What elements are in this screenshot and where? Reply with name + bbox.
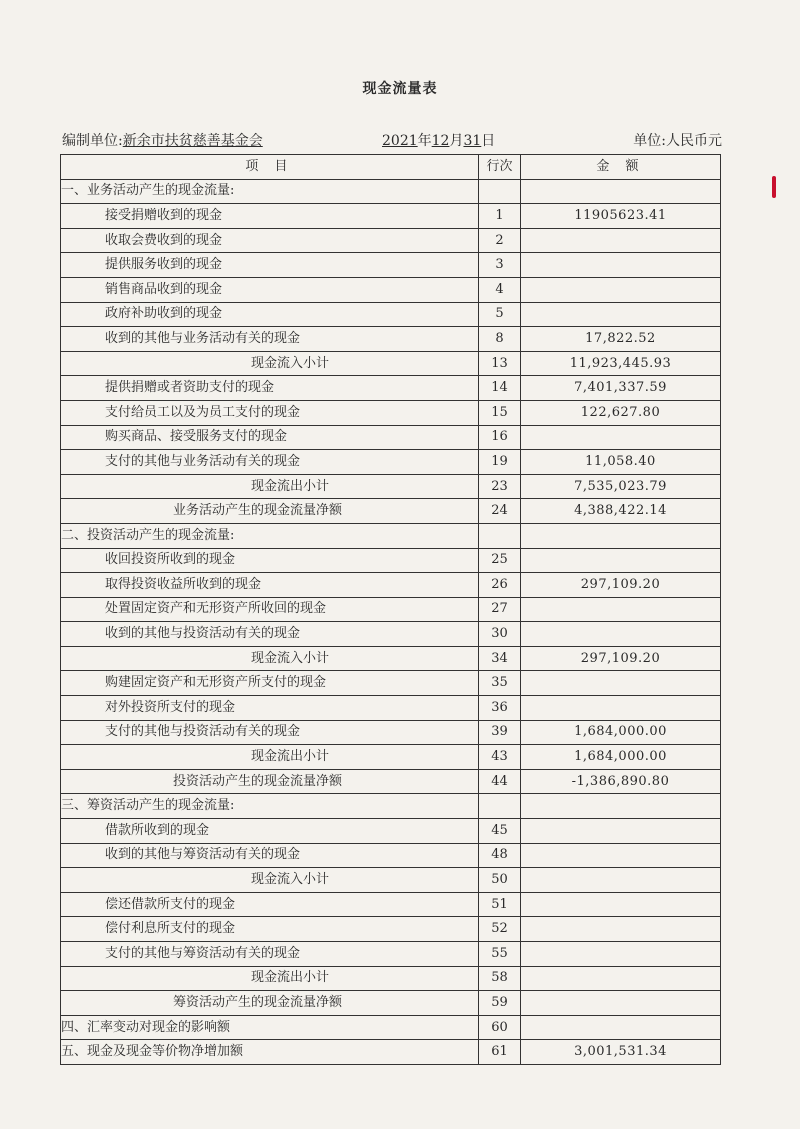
row-line-no: 25 [479, 548, 521, 573]
row-item: 政府补助收到的现金 [61, 302, 479, 327]
page-title: 现金流量表 [362, 81, 438, 97]
row-item: 支付的其他与业务活动有关的现金 [61, 450, 479, 475]
row-item: 对外投资所支付的现金 [61, 696, 479, 721]
table-row [61, 1015, 721, 1040]
row-amount [521, 1015, 721, 1040]
row-amount [521, 991, 721, 1016]
row-line-no: 34 [479, 646, 521, 671]
row-item: 现金流出小计 [61, 966, 479, 991]
row-line-no [479, 179, 521, 204]
row-line-no: 1 [479, 204, 521, 229]
row-line-no: 23 [479, 474, 521, 499]
row-amount [521, 179, 721, 204]
row-amount [521, 917, 721, 942]
date-month: 12 [431, 133, 450, 149]
table-row [61, 843, 721, 868]
table-row [61, 671, 721, 696]
row-line-no: 39 [479, 720, 521, 745]
row-line-no: 26 [479, 573, 521, 598]
row-line-no: 36 [479, 696, 521, 721]
row-item: 投资活动产生的现金流量净额 [61, 769, 479, 794]
row-amount: 17,822.52 [521, 327, 721, 352]
row-amount [521, 966, 721, 991]
row-amount [521, 868, 721, 893]
row-amount: 122,627.80 [521, 400, 721, 425]
table-row [61, 942, 721, 967]
date-day-suffix: 日 [481, 133, 496, 149]
table-row [61, 646, 721, 671]
table-row [61, 228, 721, 253]
row-item: 五、现金及现金等价物净增加额 [61, 1040, 479, 1065]
row-amount [521, 622, 721, 647]
row-amount [521, 253, 721, 278]
row-amount [521, 843, 721, 868]
table-row [61, 474, 721, 499]
row-line-no: 55 [479, 942, 521, 967]
row-item: 支付给员工以及为员工支付的现金 [61, 400, 479, 425]
row-amount [521, 819, 721, 844]
date-month-suffix: 月 [449, 133, 464, 149]
row-line-no [479, 794, 521, 819]
currency-unit: 单位:人民币元 [633, 133, 722, 149]
row-item: 支付的其他与筹资活动有关的现金 [61, 942, 479, 967]
row-line-no: 8 [479, 327, 521, 352]
row-line-no: 5 [479, 302, 521, 327]
row-line-no: 19 [479, 450, 521, 475]
table-row [61, 991, 721, 1016]
date-year-suffix: 年 [417, 133, 432, 149]
table-row [61, 523, 721, 548]
table-row [61, 794, 721, 819]
row-amount [521, 302, 721, 327]
row-item: 现金流入小计 [61, 868, 479, 893]
date-year: 2021 [382, 133, 418, 149]
row-item: 支付的其他与投资活动有关的现金 [61, 720, 479, 745]
table-row [61, 597, 721, 622]
row-item: 收到的其他与筹资活动有关的现金 [61, 843, 479, 868]
row-item: 提供服务收到的现金 [61, 253, 479, 278]
row-item: 偿付利息所支付的现金 [61, 917, 479, 942]
column-header-amount: 金 额 [521, 155, 721, 180]
row-line-no: 16 [479, 425, 521, 450]
cash-flow-table [60, 154, 721, 1065]
table-row [61, 622, 721, 647]
row-amount: 297,109.20 [521, 573, 721, 598]
table-row [61, 548, 721, 573]
row-amount: 7,535,023.79 [521, 474, 721, 499]
row-item: 四、汇率变动对现金的影响额 [61, 1015, 479, 1040]
row-line-no: 48 [479, 843, 521, 868]
table-row [61, 745, 721, 770]
row-line-no: 30 [479, 622, 521, 647]
row-line-no: 14 [479, 376, 521, 401]
row-amount [521, 942, 721, 967]
table-body [61, 179, 721, 1064]
row-amount: 11,058.40 [521, 450, 721, 475]
row-item: 三、筹资活动产生的现金流量: [61, 794, 479, 819]
row-line-no: 3 [479, 253, 521, 278]
row-item: 业务活动产生的现金流量净额 [61, 499, 479, 524]
row-amount [521, 548, 721, 573]
row-item: 提供捐赠或者资助支付的现金 [61, 376, 479, 401]
table-header-row [61, 155, 721, 180]
row-line-no: 50 [479, 868, 521, 893]
table-row [61, 351, 721, 376]
table-row [61, 277, 721, 302]
table-row [61, 302, 721, 327]
table-row [61, 769, 721, 794]
row-amount: 1,684,000.00 [521, 745, 721, 770]
report-header [62, 130, 722, 150]
table-row [61, 892, 721, 917]
row-item: 现金流出小计 [61, 474, 479, 499]
row-line-no: 44 [479, 769, 521, 794]
table-row [61, 450, 721, 475]
row-item: 收到的其他与投资活动有关的现金 [61, 622, 479, 647]
row-amount: 3,001,531.34 [521, 1040, 721, 1065]
row-item: 借款所收到的现金 [61, 819, 479, 844]
red-ink-mark [772, 176, 776, 198]
row-item: 购买商品、接受服务支付的现金 [61, 425, 479, 450]
table-row [61, 696, 721, 721]
row-line-no [479, 523, 521, 548]
row-line-no: 27 [479, 597, 521, 622]
row-amount: 1,684,000.00 [521, 720, 721, 745]
row-item: 现金流入小计 [61, 646, 479, 671]
row-item: 筹资活动产生的现金流量净额 [61, 991, 479, 1016]
row-amount [521, 892, 721, 917]
table-row [61, 400, 721, 425]
row-item: 二、投资活动产生的现金流量: [61, 523, 479, 548]
row-line-no: 59 [479, 991, 521, 1016]
row-line-no: 45 [479, 819, 521, 844]
row-amount: 297,109.20 [521, 646, 721, 671]
table-row [61, 425, 721, 450]
row-amount [521, 794, 721, 819]
row-line-no: 61 [479, 1040, 521, 1065]
row-item: 收到的其他与业务活动有关的现金 [61, 327, 479, 352]
row-amount [521, 228, 721, 253]
table-row [61, 327, 721, 352]
row-amount: 7,401,337.59 [521, 376, 721, 401]
row-amount [521, 277, 721, 302]
row-item: 偿还借款所支付的现金 [61, 892, 479, 917]
row-item: 现金流出小计 [61, 745, 479, 770]
table-row [61, 966, 721, 991]
row-line-no: 15 [479, 400, 521, 425]
row-item: 收回投资所收到的现金 [61, 548, 479, 573]
row-amount: -1,386,890.80 [521, 769, 721, 794]
table-row [61, 204, 721, 229]
row-line-no: 43 [479, 745, 521, 770]
row-amount: 4,388,422.14 [521, 499, 721, 524]
table-row [61, 179, 721, 204]
row-item: 取得投资收益所收到的现金 [61, 573, 479, 598]
table-row [61, 1040, 721, 1065]
row-item: 现金流入小计 [61, 351, 479, 376]
row-line-no: 13 [479, 351, 521, 376]
row-line-no: 51 [479, 892, 521, 917]
table-row [61, 376, 721, 401]
row-line-no: 52 [479, 917, 521, 942]
date-day: 31 [463, 133, 482, 149]
row-line-no: 24 [479, 499, 521, 524]
row-amount [521, 671, 721, 696]
row-amount [521, 425, 721, 450]
table-row [61, 917, 721, 942]
column-header-no: 行次 [479, 155, 521, 180]
report-date [382, 130, 495, 150]
row-item: 购建固定资产和无形资产所支付的现金 [61, 671, 479, 696]
row-line-no: 60 [479, 1015, 521, 1040]
row-line-no: 35 [479, 671, 521, 696]
row-amount: 11,923,445.93 [521, 351, 721, 376]
row-item: 处置固定资产和无形资产所收回的现金 [61, 597, 479, 622]
table-row [61, 499, 721, 524]
row-item: 一、业务活动产生的现金流量: [61, 179, 479, 204]
table-row [61, 819, 721, 844]
row-amount [521, 696, 721, 721]
row-amount [521, 597, 721, 622]
row-line-no: 2 [479, 228, 521, 253]
preparing-unit [62, 130, 263, 150]
preparing-unit-name: 新余市扶贫慈善基金会 [122, 133, 263, 149]
table-row [61, 573, 721, 598]
preparing-unit-label: 编制单位: [62, 133, 123, 149]
row-item: 销售商品收到的现金 [61, 277, 479, 302]
column-header-item: 项 目 [61, 155, 479, 180]
row-item: 收取会费收到的现金 [61, 228, 479, 253]
table-row [61, 868, 721, 893]
row-line-no: 58 [479, 966, 521, 991]
row-item: 接受捐赠收到的现金 [61, 204, 479, 229]
table-row [61, 720, 721, 745]
row-amount [521, 523, 721, 548]
row-amount: 11905623.41 [521, 204, 721, 229]
table-row [61, 253, 721, 278]
row-line-no: 4 [479, 277, 521, 302]
